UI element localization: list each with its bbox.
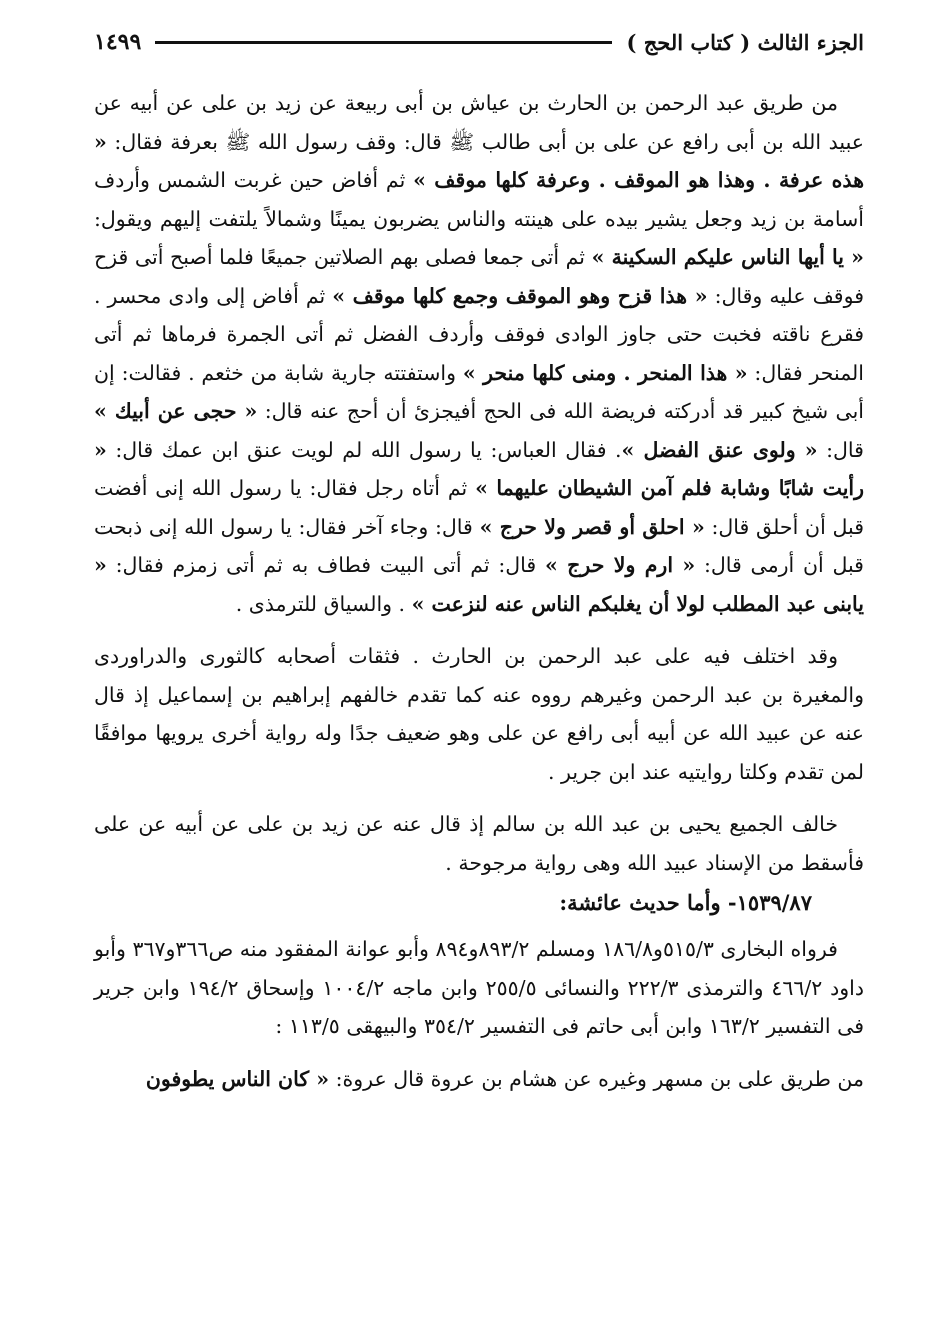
hadith-quote: « رأيت شابًا وشابة فلم آمن الشيطان عليهما » bbox=[94, 437, 864, 500]
hadith-quote: « ولوى عنق الفضل » bbox=[621, 437, 818, 462]
body-text-continued bbox=[94, 930, 864, 1098]
text-run: قال: وجاء آخر فقال: يا رسول الله إنى ذبحت قبل أن أرمى قال: bbox=[94, 514, 864, 577]
text-run: وقد اختلف فيه على عبد الرحمن بن الحارث . فثقات أصحابه كالثورى والدراوردى والمغيرة بن عبد الرحمن وغيرهم رووه عنه كما تقدم خالفهم إبراهيم بن إسماعيل إذ قال عنه عن عبيد الله عن أبيه أبى رافع عن على وهو ضعيف جدًا وله رواية أخرى يرويها موافقًا لمن تقدم وكلتا روايتيه عند ابن جرير . bbox=[94, 644, 864, 784]
text-run: واستفتته جارية شابة من خثعم . فقالت: إن أبى شيخ كبير قد أدركته فريضة الله فى الحج أفيجزئ أن أحج عنه قال: bbox=[94, 360, 864, 423]
paragraph bbox=[94, 805, 864, 882]
text-run: خالف الجميع يحيى بن عبد الله بن سالم إذ قال عنه عن زيد بن على عن أبيه عن على فأسقط من الإسناد عبيد الله وهى رواية مرجوحة . bbox=[94, 812, 864, 875]
body-text bbox=[94, 84, 864, 882]
text-run: . فقال العباس: يا رسول الله لم لويت عنق ابن عمك قال: bbox=[106, 437, 622, 462]
text-run: فرواه البخارى ٥١٥/٣و١٨٦/٨ ومسلم ٨٩٣/٢و٨٩٤ وأبو عوانة المفقود منه ص٣٦٦و٣٦٧ وأبو داود ٤٦٦/٢ والترمذى ٢٢٢/٣ والنسائى ٢٥٥/٥ وابن ماجه ١٠٠٤/٢ وإسحاق ١٩٤/٢ وابن جرير فى التفسير ١٦٣/٢ وابن أبى حاتم فى التفسير ٣٥٤/٢ والبيهقى ١١٣/٥ : bbox=[94, 937, 864, 1038]
hadith-quote: « حجى عن أبيك » bbox=[94, 399, 258, 423]
text-run: من طريق على بن مسهر وغيره عن هشام بن عروة قال عروة: bbox=[329, 1066, 864, 1091]
paragraph bbox=[94, 84, 864, 623]
text-run: ثم أفاض إلى وادى محسر . فقرع ناقته فخبت حتى جاوز الوادى فوقف وأردف الفضل ثم أتى الجمرة فرماها ثم أتى المنحر فقال: bbox=[94, 283, 864, 385]
hadith-quote: « احلق أو قصر ولا حرج » bbox=[479, 514, 705, 539]
hadith-quote: « يابنى عبد المطلب لولا أن يغلبكم الناس عنه لنزعت » bbox=[94, 553, 864, 616]
header-title: الجزء الثالث ( كتاب الحج ) bbox=[626, 29, 864, 55]
running-header bbox=[94, 22, 864, 62]
text-run: قال: ثم أتى البيت فطاف به ثم أتى زمزم فقال: bbox=[106, 553, 545, 577]
page-number: ١٤٩٩ bbox=[94, 29, 142, 55]
hadith-quote: « كان الناس يطوفون bbox=[145, 1066, 330, 1091]
paragraph bbox=[94, 930, 864, 1046]
text-run: ثم أتاه رجل فقال: يا رسول الله إنى أفضت قبل أن أحلق قال: bbox=[94, 476, 864, 539]
paragraph bbox=[94, 1060, 864, 1099]
text-run: . والسياق للترمذى . bbox=[235, 591, 412, 616]
text-run: ثم أتى جمعا فصلى بهم الصلاتين جميعًا فلما أصبح أتى قزح فوقف عليه وقال: bbox=[94, 245, 864, 308]
hadith-quote: « ارم ولا حرج » bbox=[544, 553, 696, 577]
header-rule bbox=[155, 41, 612, 44]
hadith-quote: « هذه عرفة . وهذا هو الموقف . وعرفة كلها موقف » bbox=[94, 129, 864, 192]
hadith-quote: « هذا قزح وهو الموقف وجمع كلها موقف » bbox=[332, 283, 708, 308]
hadith-quote: « يا أيها الناس عليكم السكينة » bbox=[591, 245, 864, 269]
hadith-quote: « هذا المنحر . ومنى كلها منحر » bbox=[462, 360, 748, 385]
text-run: قال: bbox=[817, 437, 864, 462]
text-run: ثم أفاض حين غربت الشمس وأردف أسامة بن زيد وجعل يشير بيده على هينته والناس يضربون يمينًا وشمالاً يلتفت إليهم ويقول: bbox=[94, 168, 864, 231]
section-heading: ١٥٣٩/٨٧- وأما حديث عائشة: bbox=[559, 890, 812, 915]
text-run: من طريق عبد الرحمن بن الحارث بن عياش بن أبى ربيعة عن زيد بن على عن أبيه عن عبيد الله بن أبى رافع عن على بن أبى طالب ﷺ قال: وقف رسول الله ﷺ بعرفة فقال: bbox=[94, 91, 864, 154]
paragraph bbox=[94, 637, 864, 791]
